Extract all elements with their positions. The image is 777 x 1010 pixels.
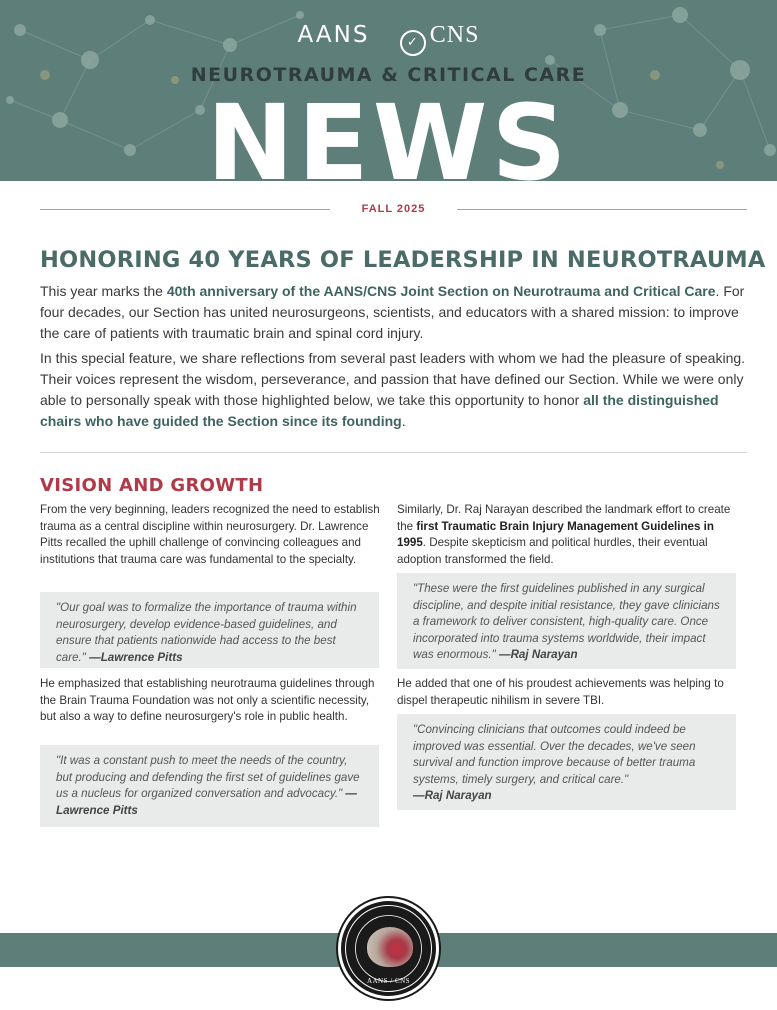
cns-emblem-icon: ✓ xyxy=(400,30,426,56)
divider-right xyxy=(457,209,747,210)
left-paragraph-2: He emphasized that establishing neurotrauma guidelines through the Brain Trauma Foundation was not only a scientific necessity, but also a way to define neurosurgery's role in public health. xyxy=(40,677,375,723)
issue-date-row xyxy=(40,201,747,217)
aans-logo: AANS xyxy=(297,22,370,48)
right-p1-text-a: Similarly, Dr. Raj Narayan described the landmark effort to create the xyxy=(397,503,731,533)
right-pullquote-2 xyxy=(397,714,736,810)
masthead-banner xyxy=(0,0,777,181)
section-divider xyxy=(40,452,747,453)
intro-p1-text-a: This year marks the xyxy=(40,283,167,299)
cns-logo: CNS xyxy=(429,22,480,48)
intro-p2-highlight: all the distinguished chairs who have guided the Section since its founding xyxy=(40,392,719,429)
right-quote-2-cite: —Raj Narayan xyxy=(413,789,492,802)
left-pullquote-2 xyxy=(40,745,379,827)
brain-icon xyxy=(367,927,413,967)
intro-paragraph-2 xyxy=(40,348,752,432)
left-quote-1-text: "Our goal was to formalize the importance of trauma within neurosurgery, develop evidence-based guidelines, and ensure that patients nationwide had access to the best care." xyxy=(56,601,357,664)
intro-p1-text-c: . For four decades, our Section has united neurosurgeons, scientists, and educators with a shared mission: to improve the care of patients with traumatic brain and spinal cord injury. xyxy=(40,283,745,341)
intro-p2-text-c: . xyxy=(401,413,406,429)
masthead-title: NEWS xyxy=(206,82,571,181)
issue-season: FALL 2025 xyxy=(361,203,426,215)
masthead-kicker: NEUROTRAUMA & CRITICAL CARE xyxy=(190,64,587,86)
seal-org-text: AANS / CNS xyxy=(366,977,411,985)
intro-p1-highlight: 40th anniversary of the AANS/CNS Joint Section on Neurotrauma and Critical Care xyxy=(166,283,716,299)
logo-row xyxy=(0,22,777,56)
section-seal-logo xyxy=(338,898,439,999)
right-quote-1-text: "These were the first guidelines published in any surgical discipline, and despite initial resistance, they gave clinicians a framework to deliver consistent, high-quality care. Once incorporated into trauma systems worldwide, their impact was enormous." xyxy=(413,582,720,661)
left-quote-2-text: "It was a constant push to meet the needs of the country, but producing and defending the first set of guidelines gave us a nucleus for organized conversation and advocacy." xyxy=(56,754,360,800)
right-p1-text-c: . Despite skepticism and political hurdles, their eventual adoption transformed the field. xyxy=(397,536,708,566)
left-quote-2-cite: —Lawrence Pitts xyxy=(56,787,358,817)
section-title: VISION AND GROWTH xyxy=(40,475,264,496)
article-headline: HONORING 40 YEARS OF LEADERSHIP IN NEUROTRAUMA xyxy=(40,247,766,273)
right-paragraph-1 xyxy=(397,502,737,568)
intro-p2-text-a: In this special feature, we share reflections from several past leaders with whom we had the pleasure of speaking. Their voices represent the wisdom, perseverance, and passion that have defined our Section. While we were only able to personally speak with those highlighted below, we take this opportunity to honor xyxy=(40,350,746,408)
right-pullquote-1 xyxy=(397,573,736,669)
right-quote-2-text: "Convincing clinicians that outcomes could indeed be improved was essential. Over the decades, we've seen survival and function improve because of better trauma systems, timely surgery, and critical care." xyxy=(413,723,696,786)
right-paragraph-2: He added that one of his proudest achievements was helping to dispel therapeutic nihilism in severe TBI. xyxy=(397,677,724,707)
intro-paragraph-1 xyxy=(40,281,752,344)
left-pullquote-1 xyxy=(40,592,379,668)
left-quote-1-cite: —Lawrence Pitts xyxy=(89,650,183,664)
right-p1-highlight: first Traumatic Brain Injury Management Guidelines in 1995 xyxy=(397,519,714,549)
left-paragraph-1: From the very beginning, leaders recognized the need to establish trauma as a central discipline within neurosurgery. Dr. Lawrence Pitts recalled the uphill challenge of convincing colleagues and institutions that trauma care was fundamental to the specialty. xyxy=(40,503,380,566)
right-quote-1-cite: —Raj Narayan xyxy=(498,648,578,661)
